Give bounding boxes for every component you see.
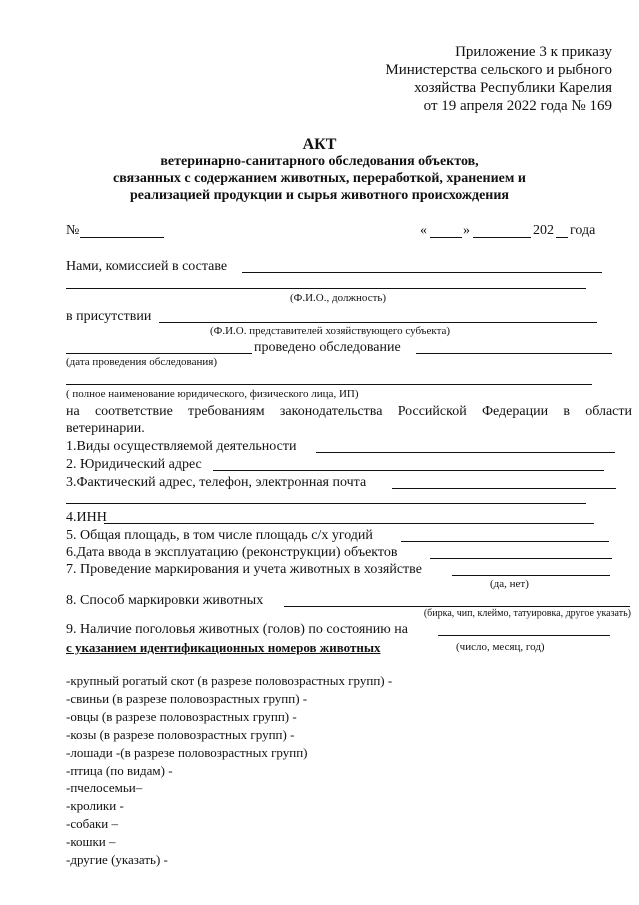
- doc-subtitle-3: реализацией продукции и сырья животного происхождения: [129, 188, 510, 203]
- date-year-suffix: года: [570, 223, 596, 238]
- item-6-field[interactable]: [430, 558, 612, 559]
- item-6-label: 6.Дата ввода в эксплуатацию (реконструкции) объектов: [66, 545, 398, 560]
- presence-field[interactable]: [159, 322, 597, 323]
- entity-name-field[interactable]: [66, 384, 592, 385]
- item-9-label: 9. Наличие поголовья животных (голов) по состоянию на: [66, 622, 408, 637]
- item-8-hint: (бирка, чип, клеймо, татуировка, другое указать): [423, 608, 631, 619]
- date-year-prefix: 202: [533, 223, 554, 238]
- animal-item: -кролики -: [66, 798, 124, 814]
- commission-hint: (Ф.И.О., должность): [290, 292, 387, 304]
- item-2-label: 2. Юридический адрес: [66, 457, 202, 472]
- date-year-field[interactable]: [556, 237, 568, 238]
- entity-hint: ( полное наименование юридического, физического лица, ИП): [66, 388, 359, 400]
- item-8-label: 8. Способ маркировки животных: [66, 593, 264, 608]
- animal-item: -птица (по видам) -: [66, 762, 173, 778]
- item-7-label: 7. Проведение маркирования и учета животных в хозяйстве: [66, 562, 422, 577]
- animal-item: -пчелосемьи–: [66, 780, 143, 796]
- commission-label: Нами, комиссией в составе: [66, 259, 228, 274]
- animal-item: -кошки –: [66, 834, 116, 850]
- presence-hint: (Ф.И.О. представителей хозяйствующего субъекта): [210, 325, 451, 337]
- number-field[interactable]: [80, 237, 164, 238]
- item-1-field[interactable]: [316, 452, 615, 453]
- presence-label: в присутствии: [66, 309, 152, 324]
- number-label: №: [66, 223, 80, 238]
- compliance-line-2: ветеринарии.: [66, 421, 145, 436]
- doc-title: АКТ: [302, 136, 337, 153]
- animal-item: -овцы (в разрезе половозрастных групп) -: [66, 708, 297, 724]
- header-line-4: от 19 апреля 2022 года № 169: [423, 98, 612, 114]
- item-1-label: 1.Виды осуществляемой деятельности: [66, 439, 297, 454]
- item-8-field[interactable]: [284, 606, 630, 607]
- item-5-label: 5. Общая площадь, в том числе площадь с/х угодий: [66, 528, 373, 543]
- item-3-field-2[interactable]: [66, 503, 586, 504]
- conducted-label: проведено обследование: [254, 340, 401, 355]
- date-close-quote: »: [463, 223, 470, 238]
- commission-field-2[interactable]: [66, 288, 586, 289]
- date-day-field[interactable]: [430, 237, 462, 238]
- header-line-2: Министерства сельского и рыбного: [385, 62, 612, 78]
- item-5-field[interactable]: [401, 541, 609, 542]
- date-month-field[interactable]: [473, 237, 531, 238]
- doc-subtitle-2: связанных с содержанием животных, переработкой, хранением и: [113, 171, 526, 186]
- commission-field[interactable]: [242, 272, 602, 273]
- compliance-line-1: на соответствие требованиям законодательства Российской Федерации в области: [66, 404, 632, 419]
- header-line-3: хозяйства Республики Карелия: [414, 80, 612, 96]
- animal-item: -собаки –: [66, 816, 119, 832]
- survey-date-field[interactable]: [66, 353, 252, 354]
- item-2-field[interactable]: [213, 470, 604, 471]
- item-9-field[interactable]: [438, 635, 610, 636]
- date-open-quote: «: [420, 223, 427, 238]
- animal-item: -другие (указать) -: [66, 852, 168, 867]
- animal-item: -козы (в разрезе половозрастных групп) -: [66, 726, 295, 742]
- item-9-bold-text: с указанием идентификационных номеров животных: [66, 640, 381, 655]
- date-hint: (дата проведения обследования): [66, 356, 217, 368]
- conducted-field[interactable]: [416, 353, 612, 354]
- animal-item: -свиньи (в разрезе половозрастных групп) -: [66, 690, 308, 706]
- item-9-hint: (число, месяц, год): [456, 641, 545, 653]
- header-line-1: Приложение 3 к приказу: [455, 44, 612, 60]
- animal-item: -крупный рогатый скот (в разрезе половозрастных групп) -: [66, 673, 393, 688]
- item-4-label: 4.ИНН: [66, 510, 107, 525]
- doc-subtitle-1: ветеринарно-санитарного обследования объектов,: [160, 154, 479, 169]
- item-7-hint: (да, нет): [490, 578, 529, 590]
- item-4-field[interactable]: [104, 523, 594, 524]
- item-3-label: 3.Фактический адрес, телефон, электронная почта: [66, 475, 367, 490]
- item-7-field[interactable]: [452, 575, 610, 576]
- animal-item: -лошади -(в разрезе половозрастных групп): [66, 744, 308, 760]
- item-3-field[interactable]: [392, 488, 616, 489]
